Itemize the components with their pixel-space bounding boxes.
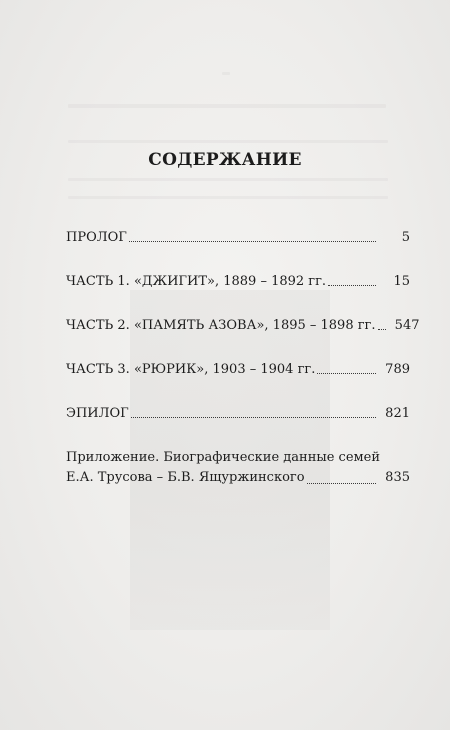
toc-entry-label: ПРОЛОГ bbox=[66, 230, 127, 245]
toc-dot-leader bbox=[328, 285, 376, 286]
toc-entry-part-3[interactable] bbox=[66, 358, 410, 378]
toc-page-number: 15 bbox=[393, 274, 410, 289]
toc-page-number: 547 bbox=[394, 318, 420, 333]
toc-dot-leader bbox=[307, 483, 376, 484]
bleed-through-line bbox=[68, 140, 388, 143]
toc-entry-label: ЧАСТЬ 3. «РЮРИК», 1903 – 1904 гг. bbox=[66, 362, 316, 377]
toc-entry-label-line1: Приложение. Биографические данные семей bbox=[66, 450, 380, 465]
toc-entry-label: ЭПИЛОГ bbox=[66, 406, 129, 421]
toc-dot-leader bbox=[317, 373, 376, 374]
toc-entry-epilogue[interactable] bbox=[66, 402, 410, 422]
bleed-through-line bbox=[68, 104, 386, 108]
toc-dot-leader bbox=[131, 417, 376, 418]
toc-entry-label: ЧАСТЬ 1. «ДЖИГИТ», 1889 – 1892 гг. bbox=[66, 274, 327, 289]
toc-page-number: 5 bbox=[401, 230, 410, 245]
toc-page-number: 821 bbox=[385, 406, 410, 421]
bleed-through-line bbox=[68, 178, 388, 181]
toc-dot-leader bbox=[129, 241, 376, 242]
bleed-through-mark bbox=[222, 72, 230, 75]
toc-entry-label-line2: Е.А. Трусова – Б.В. Ящуржинского bbox=[66, 470, 305, 485]
toc-entry-appendix[interactable] bbox=[66, 448, 410, 488]
toc-entry-part-2[interactable] bbox=[66, 314, 420, 334]
toc-entry-label: ЧАСТЬ 2. «ПАМЯТЬ АЗОВА», 1895 – 1898 гг. bbox=[66, 318, 376, 333]
toc-entry-part-1[interactable] bbox=[66, 270, 410, 290]
page-title: СОДЕРЖАНИЕ bbox=[148, 150, 302, 170]
bleed-through-line bbox=[68, 196, 388, 199]
toc-page-number: 835 bbox=[385, 470, 410, 485]
toc-entry-line2 bbox=[66, 468, 410, 488]
toc-dot-leader bbox=[378, 329, 386, 330]
toc-page-number: 789 bbox=[385, 362, 410, 377]
toc-entry-prologue[interactable] bbox=[66, 226, 410, 246]
